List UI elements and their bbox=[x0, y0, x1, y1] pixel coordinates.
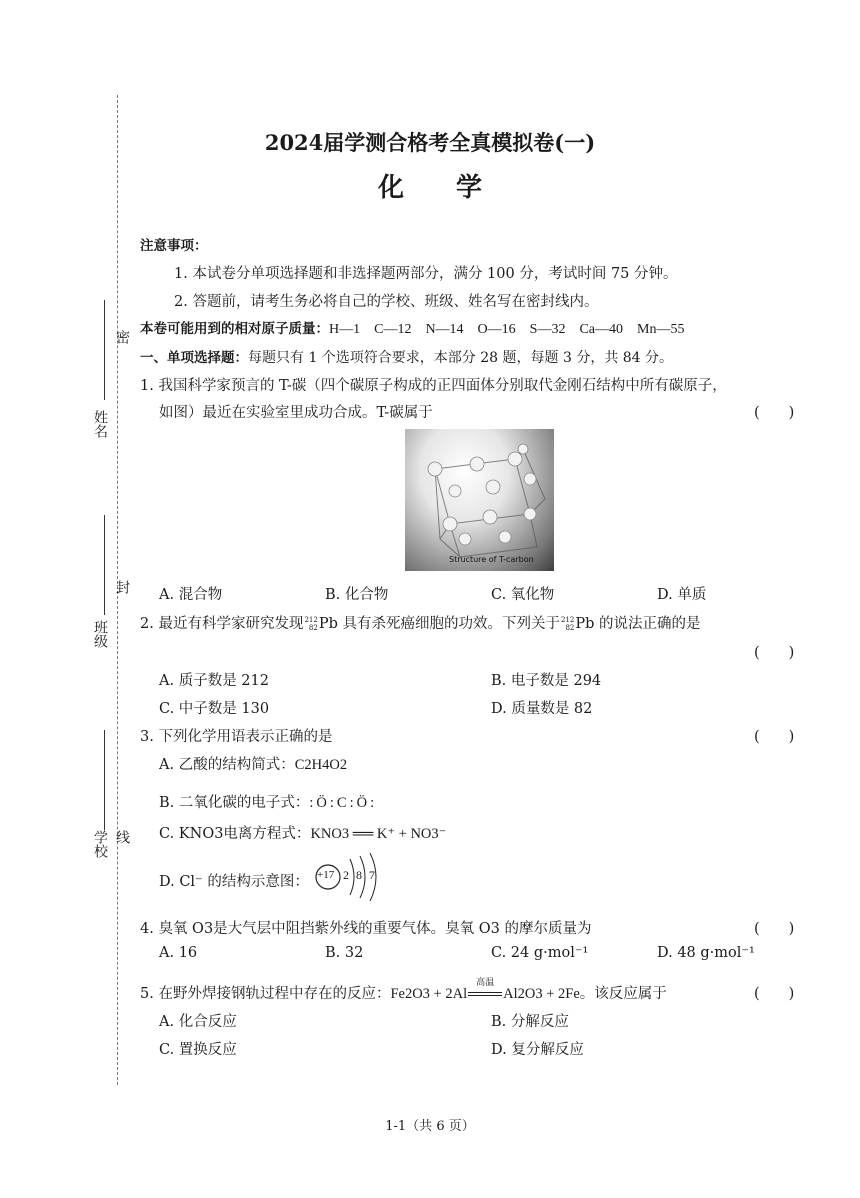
q5-reaction-arrow bbox=[468, 992, 502, 996]
section1-heading: 一、单项选择题： bbox=[140, 350, 248, 366]
q1-stem-line1: 1. 我国科学家预言的 T-碳（四个碳原子构成的正四面体分别取代金刚石结构中所有碳原子， bbox=[140, 378, 727, 394]
t-carbon-structure-image bbox=[405, 429, 554, 571]
q2-isotope-number: 82 bbox=[308, 624, 318, 632]
answer-paren: ( ) bbox=[754, 729, 795, 745]
q4-stem: 4. 臭氧 O3是大气层中阻挡紫外线的重要气体。臭氧 O3 的摩尔质量为 bbox=[140, 921, 592, 937]
q2-option-a: A. 质子数是 212 bbox=[159, 673, 269, 689]
q2-option-d: D. 质量数是 82 bbox=[491, 701, 593, 717]
notes-heading: 注意事项： bbox=[140, 238, 208, 254]
q1-option-c: C. 氧化物 bbox=[491, 587, 555, 603]
q4-option-a: A. 16 bbox=[159, 945, 198, 961]
seal-char-mi: 密 bbox=[114, 330, 130, 344]
q3-option-a: A. 乙酸的结构简式：C2H4O2 bbox=[159, 757, 348, 773]
school-label: 学校 bbox=[92, 830, 108, 858]
class-label: 班级 bbox=[92, 620, 108, 648]
seal-char-feng: 封 bbox=[114, 580, 130, 594]
q1-stem-line2: 如图）最近在实验室里成功合成。T-碳属于 bbox=[159, 405, 433, 421]
name-write-line bbox=[104, 300, 105, 400]
t-carbon-structure-graphic bbox=[405, 429, 554, 571]
q3-option-b: B. 二氧化碳的电子式：:Ö:C:Ö: bbox=[159, 795, 378, 811]
q5-reaction-condition: 高温 bbox=[476, 978, 495, 988]
atomic-masses-values: H—1 C—12 N—14 O—16 S—32 Ca—40 Mn—55 bbox=[329, 322, 685, 337]
q3-option-c: C. KNO3电离方程式：KNO3 ══ K⁺ + NO3⁻ bbox=[159, 826, 447, 842]
atomic-masses-label: 本卷可能用到的相对原子质量： bbox=[140, 321, 329, 337]
q3-option-a-formula: C2H4O2 bbox=[294, 757, 348, 773]
q2-stem: 2. 最近有科学家研究发现 212 82 Pb 具有杀死癌细胞的功效。下列关于 212 82 Pb 的说法正确的是 bbox=[140, 616, 701, 632]
page-footer: 1-1（共 6 页） bbox=[385, 1119, 475, 1134]
q4-option-b: B. 32 bbox=[325, 945, 364, 961]
q5-option-c: C. 置换反应 bbox=[159, 1042, 237, 1058]
atomic-masses bbox=[140, 317, 684, 338]
q2-option-b: B. 电子数是 294 bbox=[491, 673, 602, 689]
cl-shell-electrons: 2 8 7 bbox=[343, 868, 377, 882]
note-item: 1. 本试卷分单项选择题和非选择题两部分，满分 100 分，考试时间 75 分钟。 bbox=[174, 266, 678, 282]
q3-co2-electron-formula: :Ö:C:Ö: bbox=[309, 795, 378, 811]
q2-option-c: C. 中子数是 130 bbox=[159, 701, 270, 717]
q3-ionization-equation: KNO3 ══ K⁺ + NO3⁻ bbox=[310, 826, 447, 842]
subject-title: 化 学 bbox=[377, 173, 482, 203]
name-label: 姓名 bbox=[92, 410, 108, 438]
q5-option-b: B. 分解反应 bbox=[491, 1014, 569, 1030]
cl-nucleus-charge: +17 bbox=[317, 869, 335, 881]
q5-stem: 5. 在野外焊接钢轨过程中存在的反应：Fe2O3 + 2Al 高温 Al2O3 + 2Fe。该反应属于 bbox=[140, 982, 667, 1003]
q5-reactants: Fe2O3 + 2Al bbox=[390, 986, 468, 1002]
answer-paren: ( ) bbox=[754, 405, 795, 421]
q1-option-d: D. 单质 bbox=[657, 587, 707, 603]
q2-isotope-mass: 212 bbox=[304, 616, 318, 624]
seal-char-xian: 线 bbox=[114, 830, 130, 844]
q3-stem: 3. 下列化学用语表示正确的是 bbox=[140, 729, 333, 745]
q5-option-a: A. 化合反应 bbox=[159, 1014, 237, 1030]
q5-products: Al2O3 + 2Fe bbox=[503, 986, 580, 1002]
image-caption: Structure of T-carbon bbox=[449, 555, 534, 564]
q1-option-a: A. 混合物 bbox=[159, 587, 223, 603]
answer-paren: ( ) bbox=[754, 986, 795, 1002]
class-write-line bbox=[104, 515, 105, 615]
answer-paren: ( ) bbox=[754, 921, 795, 937]
note-item: 2. 答题前，请考生务必将自己的学校、班级、姓名写在密封线内。 bbox=[174, 294, 599, 310]
q1-option-b: B. 化合物 bbox=[325, 587, 389, 603]
section1-instruction: 每题只有 1 个选项符合要求，本部分 28 题，每题 3 分，共 84 分。 bbox=[248, 350, 674, 366]
school-write-line bbox=[104, 730, 105, 830]
section1-header bbox=[140, 346, 673, 367]
cl-ion-structure-diagram bbox=[314, 853, 384, 901]
q4-option-d: D. 48 g·mol⁻¹ bbox=[657, 945, 755, 961]
q3-option-d: D. Cl⁻ 的结构示意图： bbox=[159, 874, 309, 890]
q5-option-d: D. 复分解反应 bbox=[491, 1042, 584, 1058]
q4-option-c: C. 24 g·mol⁻¹ bbox=[491, 945, 589, 961]
answer-paren: ( ) bbox=[754, 645, 795, 661]
exam-title: 2024届学测合格考全真模拟卷(一) bbox=[264, 130, 596, 155]
